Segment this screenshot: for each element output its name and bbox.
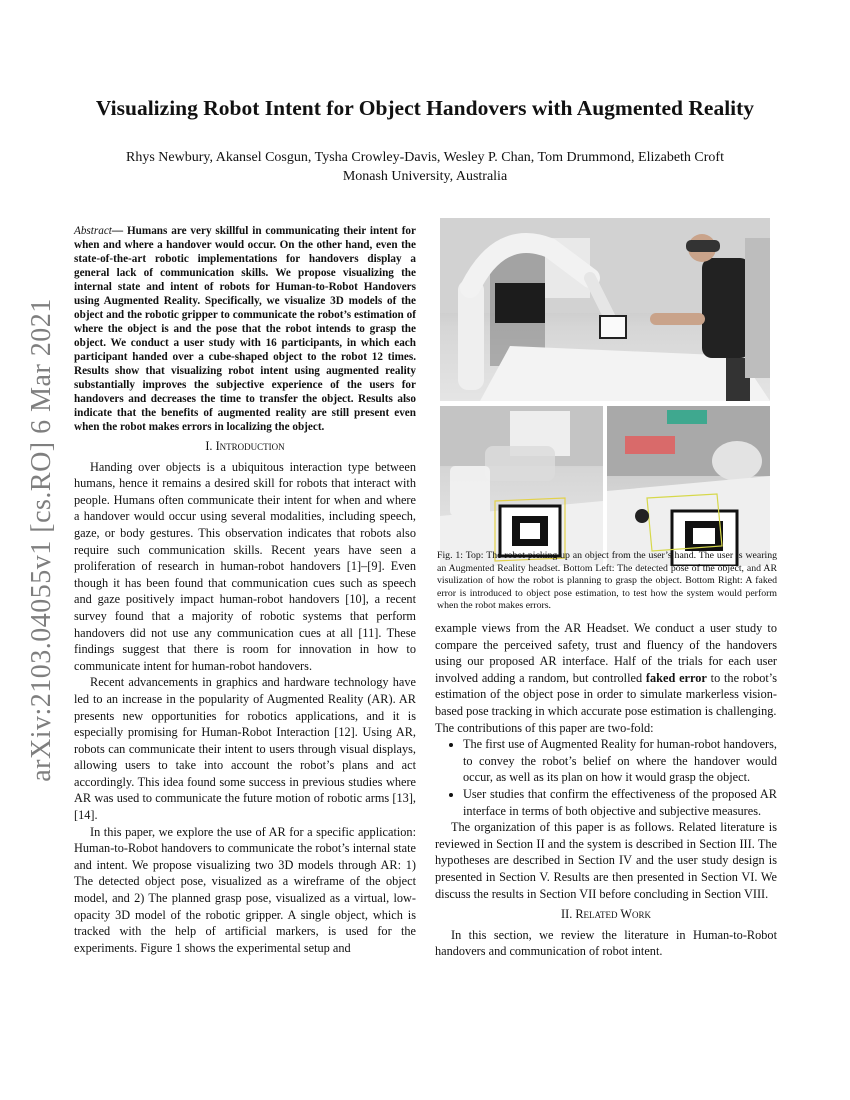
arxiv-identifier [14,300,70,780]
contribution-item: • The first use of Augmented Reality for human-robot handovers, to convey the robot’s belief on where the handover would occur, as well as its plan on how it would grasp the object. [463,736,777,786]
section-heading-related-work: II. Related Work [561,907,651,922]
intro-paragraph-4 [435,620,777,720]
organization-paragraph: The organization of this paper is as follows. Related literature is reviewed in Section II and the system is described in Section III. The hypotheses are described in Section IV and the user study design is presented in Section V. Results are then presented in Section VI. We discuss the results in Section VII before concluding in Section VIII. [435,820,777,901]
affiliation: Monash University, Australia [342,169,508,184]
ar-view-detected-pose [440,406,603,566]
related-work-paragraph-1: In this section, we review the literature in Human-to-Robot handovers and communication of robot intent. [435,927,777,959]
robot-handover-photo [440,218,770,401]
abstract-text: — Humans are very skillful in communicating their intent for when and where a handover would occur. On the other hand, even the state-of-the-art robotic implementations for handovers display a general lack of communication skills. We propose visualizing the internal state and intent of robots for Human-to-Robot Handovers using Augmented Reality. Specifically, we visualize 3D models of the object and the robotic gripper to communicate the robot’s estimation of where the object is and the pose that the robot intends to grasp the object. We conduct a user study with 16 participants, in which each participant handed over a cube-shaped object to the robot 12 times. Results show that visualizing robot intent using augmented reality substantially improves the subjective experience of the users for handovers and decreases the time to transfer the object. Results also indicate that the benefits of augmented reality are still present even when the robot makes errors in localizing the object. [74,225,416,433]
intro-paragraph-3: In this paper, we explore the use of AR for a specific application: Human-to-Robot handovers to communicate the robot’s internal state and intent. We propose visualizing two 3D models through AR: 1) The detected object pose, visualized as a wireframe of the object model, and 2) The planned grasp pose, visualized as a virtual, low-opacity 3D model of the robotic gripper. A single object, which is tracked with the help of artificial markers, is used for the experiments. Figure 1 shows the experimental setup and [74,824,416,955]
left-column [74,224,416,956]
abstract-label: Abstract [74,225,112,237]
figure-1-bottom-right-photo [607,406,770,566]
intro-paragraph-4-end: to the robot’s estimation of the object pose in order to simulate markerless vision-based pose tracking in which accurate pose estimation is challenging. [435,670,777,718]
figure-1-bottom-left-photo [440,406,603,566]
figure-1 [440,218,770,566]
arxiv-identifier-text: arXiv:2103.04055v1 [cs.RO] 6 Mar 2021 [26,298,57,782]
author-block [0,148,850,186]
contributions-intro: The contributions of this paper are two-fold: [435,720,654,735]
abstract [74,224,416,434]
contribution-item: • User studies that confirm the effectiveness of the proposed AR interface in terms of both objective and subjective measures. [463,786,777,819]
section-heading-introduction: I. Introduction [205,439,285,453]
ar-view-faked-error [607,406,770,566]
right-column [435,620,777,960]
intro-paragraph-2: Recent advancements in graphics and hardware technology have led to an increase in the popularity of Augmented Reality (AR). AR presents new opportunities for robotics applications, and it is especially promising for Human-Robot Interaction [12]. Using AR, robots can communicate their intent to users through visual displays, allowing users to take into account the robot’s plans and act accordingly. This idea found some success in previous studies where AR was used to communicate the future motion of robotic arms [13], [14]. [74,675,416,823]
intro-paragraph-4-start: example views from the AR Headset. We conduct a user study to compare the perceived safety, trust and fluency of the handovers using our proposed AR interface. Half of the trials for each user involved adding a random, but controlled [435,621,777,685]
intro-paragraph-1: Handing over objects is a ubiquitous interaction type between humans, hence it remains a desired skill for robots that interact with people. Humans often communicate their intent for when and where a handover would occur using several modalities, including speech, gaze, or body gestures. This observation indicates that robots also require such communication skills. Recent years have seen a proliferation of research in human-robot handovers [1]–[9]. Even though it has been found that communication cues such as speech and gaze positively impact human-robot handovers [10], a recent survey found that a majority of robotic systems that perform handovers did not use any communication cues at all [11]. These findings suggest that there is room for innovation in how to communicate intent for human-robot handovers. [74,459,416,673]
figure-1-top-photo [440,218,770,401]
faked-error-emphasis: faked error [645,670,707,685]
author-list: Rhys Newbury, Akansel Cosgun, Tysha Crowley-Davis, Wesley P. Chan, Tom Drummond, Elizabeth Croft [126,150,724,165]
figure-1-caption: Fig. 1: Top: The robot picking up an object from the user’s hand. The user is wearing an Augmented Reality headset. Bottom Left: The detected pose of the object, and AR visulization of how the robot is planning to grasp the object. Bottom Right: A faked error is introduced to object pose estimation, to test how the system would perform when the robot makes errors. [437,550,777,612]
paper-title: Visualizing Robot Intent for Object Handovers with Augmented Reality [95,96,755,120]
contributions-list [435,736,777,819]
